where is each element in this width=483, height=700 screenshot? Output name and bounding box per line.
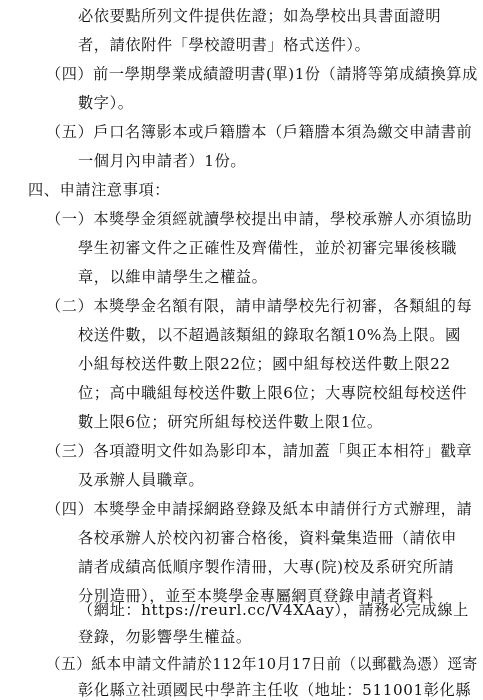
text-line: 分別造冊），並至本獎學金專屬網頁登錄申請者資料 (78, 587, 434, 605)
text-line: 數字）。 (78, 94, 134, 112)
text-line: 位；高中職組每校送件數上限6位；大專院校組每校送件 (78, 384, 468, 402)
list-item-5: （五）紙本申請文件請於112年10月17日前（以郵戳為憑）逕寄 (46, 655, 478, 673)
text-line: 學生初審文件之正確性及齊備性，並於初審完畢後核職 (78, 239, 457, 257)
text-line: 必依要點所列文件提供佐證；如為學校出具書面證明 (78, 7, 442, 25)
list-item-4: （四）前一學期學業成績證明書(單)1份（請將等第成績換算成 (46, 65, 478, 83)
text-line: 一個月內申請者）1份。 (78, 152, 247, 170)
text-line: 小組每校送件數上限22位；國中組每校送件數上限22 (78, 355, 451, 373)
list-item-3: （三）各項證明文件如為影印本，請加蓋「與正本相符」戳章 (46, 442, 473, 460)
text-line: 請者成績高低順序製作清冊，大專(院)校及系研究所請 (78, 558, 455, 576)
list-item-4: （四）本獎學金申請採網路登錄及紙本申請併行方式辦理，請 (46, 500, 473, 518)
text-line: 者，請依附件「學校證明書」格式送件）。 (78, 36, 371, 54)
text-line: 登錄，勿影響學生權益。 (78, 628, 252, 646)
text-line: 校送件數，以不超過該類組的錄取名額10%為上限。國 (78, 326, 461, 344)
list-item-5: （五）戶口名簿影本或戶籍謄本（戶籍謄本須為繳交申請書前 (46, 123, 473, 141)
text-line: 彰化縣立社頭國民中學許主任收（地址：511001彰化縣 (78, 681, 472, 699)
section-heading: 四、申請注意事項： (28, 181, 171, 199)
list-item-2: （二）本獎學金名額有限，請申請學校先行初審，各類組的每 (46, 297, 473, 315)
text-line: 數上限6位；研究所組每校送件數上限1位。 (78, 413, 383, 431)
text-line: 各校承辦人於校內初審合格後，資料彙集造冊（請依申 (78, 529, 457, 547)
text-line: 章，以維申請學生之權益。 (78, 268, 268, 286)
url-line: （網址：https://reurl.cc/V4XAay），請務必完成線上 (78, 601, 469, 619)
text-line: 及承辦人員職章。 (78, 471, 205, 489)
list-item-1: （一）本獎學金須經就讀學校提出申請，學校承辦人亦須協助 (46, 210, 473, 228)
